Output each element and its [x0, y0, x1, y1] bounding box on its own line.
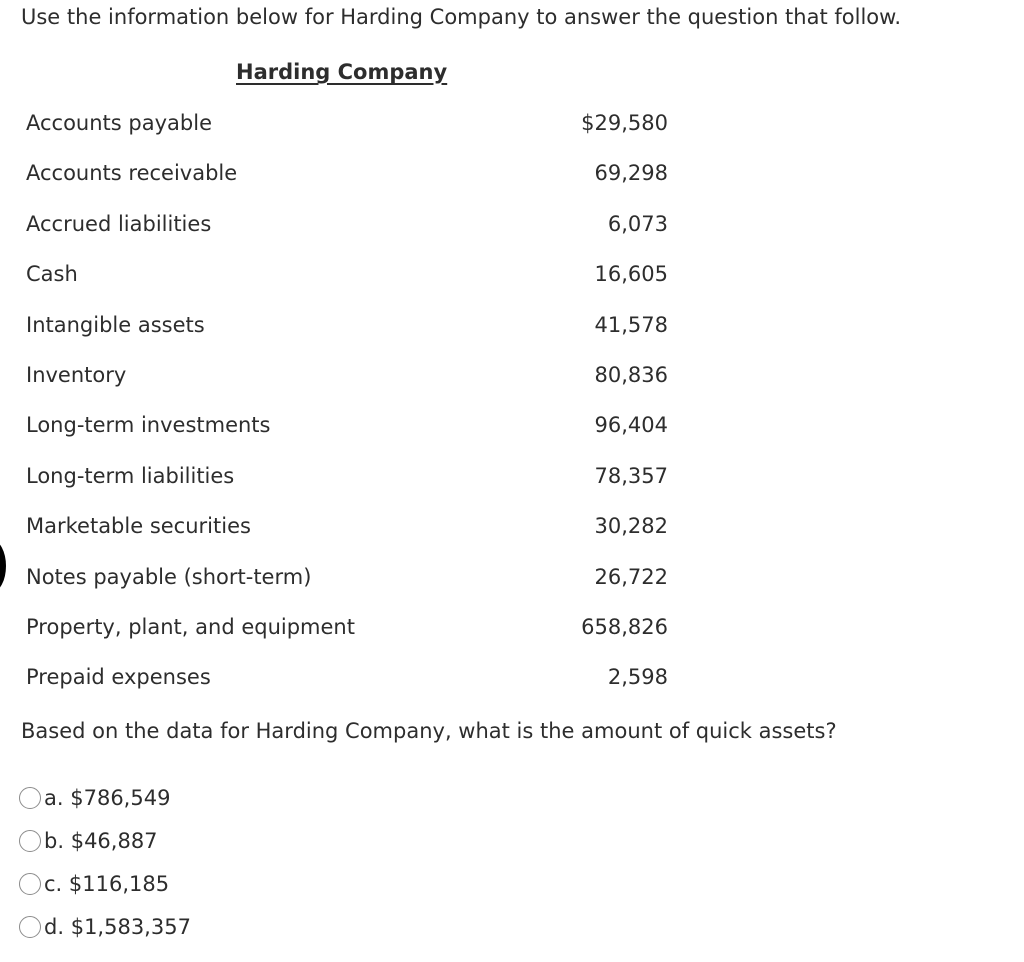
- option-letter: b.: [44, 828, 65, 853]
- account-label: Marketable securities: [26, 514, 251, 539]
- answer-options: [19, 776, 191, 948]
- account-row-notes-payable: [26, 552, 671, 602]
- accounts-table: [26, 98, 671, 703]
- account-row-intangible-assets: [26, 300, 671, 350]
- option-letter: d.: [44, 914, 65, 939]
- question-text: Based on the data for Harding Company, what is the amount of quick assets?: [21, 719, 837, 743]
- account-row-inventory: [26, 350, 671, 400]
- account-value: 26,722: [594, 564, 668, 589]
- account-label: Accounts receivable: [26, 161, 238, 186]
- option-letter: a.: [44, 785, 64, 810]
- radio-button[interactable]: [19, 787, 41, 809]
- account-value: 69,298: [594, 161, 668, 186]
- account-row-accounts-payable: [26, 98, 671, 148]
- account-value: 78,357: [594, 463, 668, 488]
- account-value: 41,578: [594, 312, 668, 337]
- option-label: [44, 828, 158, 854]
- account-value: 6,073: [607, 211, 668, 236]
- account-value: 80,836: [594, 362, 668, 387]
- account-label: Notes payable (short-term): [26, 564, 312, 589]
- option-value: $116,185: [68, 871, 170, 896]
- account-row-property-plant-equipment: [26, 602, 671, 652]
- account-row-cash: [26, 249, 671, 299]
- option-label: [44, 914, 191, 940]
- account-row-marketable-securities: [26, 501, 671, 551]
- option-value: $1,583,357: [70, 914, 191, 939]
- account-row-long-term-liabilities: [26, 451, 671, 501]
- account-label: Cash: [26, 262, 78, 287]
- account-label: Long-term investments: [26, 413, 271, 438]
- edge-marker: [0, 540, 6, 592]
- option-label: [44, 871, 169, 897]
- instructions-text: Use the information below for Harding Company to answer the question that follow.: [21, 5, 902, 29]
- option-label: [44, 785, 170, 811]
- option-a[interactable]: [19, 776, 191, 819]
- radio-button[interactable]: [19, 916, 41, 938]
- account-value: 96,404: [594, 413, 668, 438]
- option-value: $786,549: [70, 785, 171, 810]
- option-d[interactable]: [19, 905, 191, 948]
- radio-button[interactable]: [19, 873, 41, 895]
- account-value: 16,605: [594, 262, 668, 287]
- option-letter: c.: [44, 871, 63, 896]
- account-label: Long-term liabilities: [26, 463, 235, 488]
- account-row-accrued-liabilities: [26, 199, 671, 249]
- account-row-prepaid-expenses: [26, 652, 671, 702]
- option-value: $46,887: [70, 828, 158, 853]
- account-label: Intangible assets: [26, 312, 205, 337]
- account-label: Prepaid expenses: [26, 665, 211, 690]
- account-value: 2,598: [607, 665, 668, 690]
- account-row-long-term-investments: [26, 400, 671, 450]
- account-label: Accrued liabilities: [26, 211, 212, 236]
- company-title: Harding Company: [236, 60, 448, 84]
- account-value: 30,282: [594, 514, 668, 539]
- account-label: Accounts payable: [26, 111, 212, 135]
- account-label: Property, plant, and equipment: [26, 614, 355, 639]
- option-b[interactable]: [19, 819, 191, 862]
- radio-button[interactable]: [19, 830, 41, 852]
- option-c[interactable]: [19, 862, 191, 905]
- account-row-accounts-receivable: [26, 148, 671, 198]
- account-value: 658,826: [581, 614, 668, 639]
- account-label: Inventory: [26, 362, 127, 387]
- account-value: $29,580: [581, 111, 668, 135]
